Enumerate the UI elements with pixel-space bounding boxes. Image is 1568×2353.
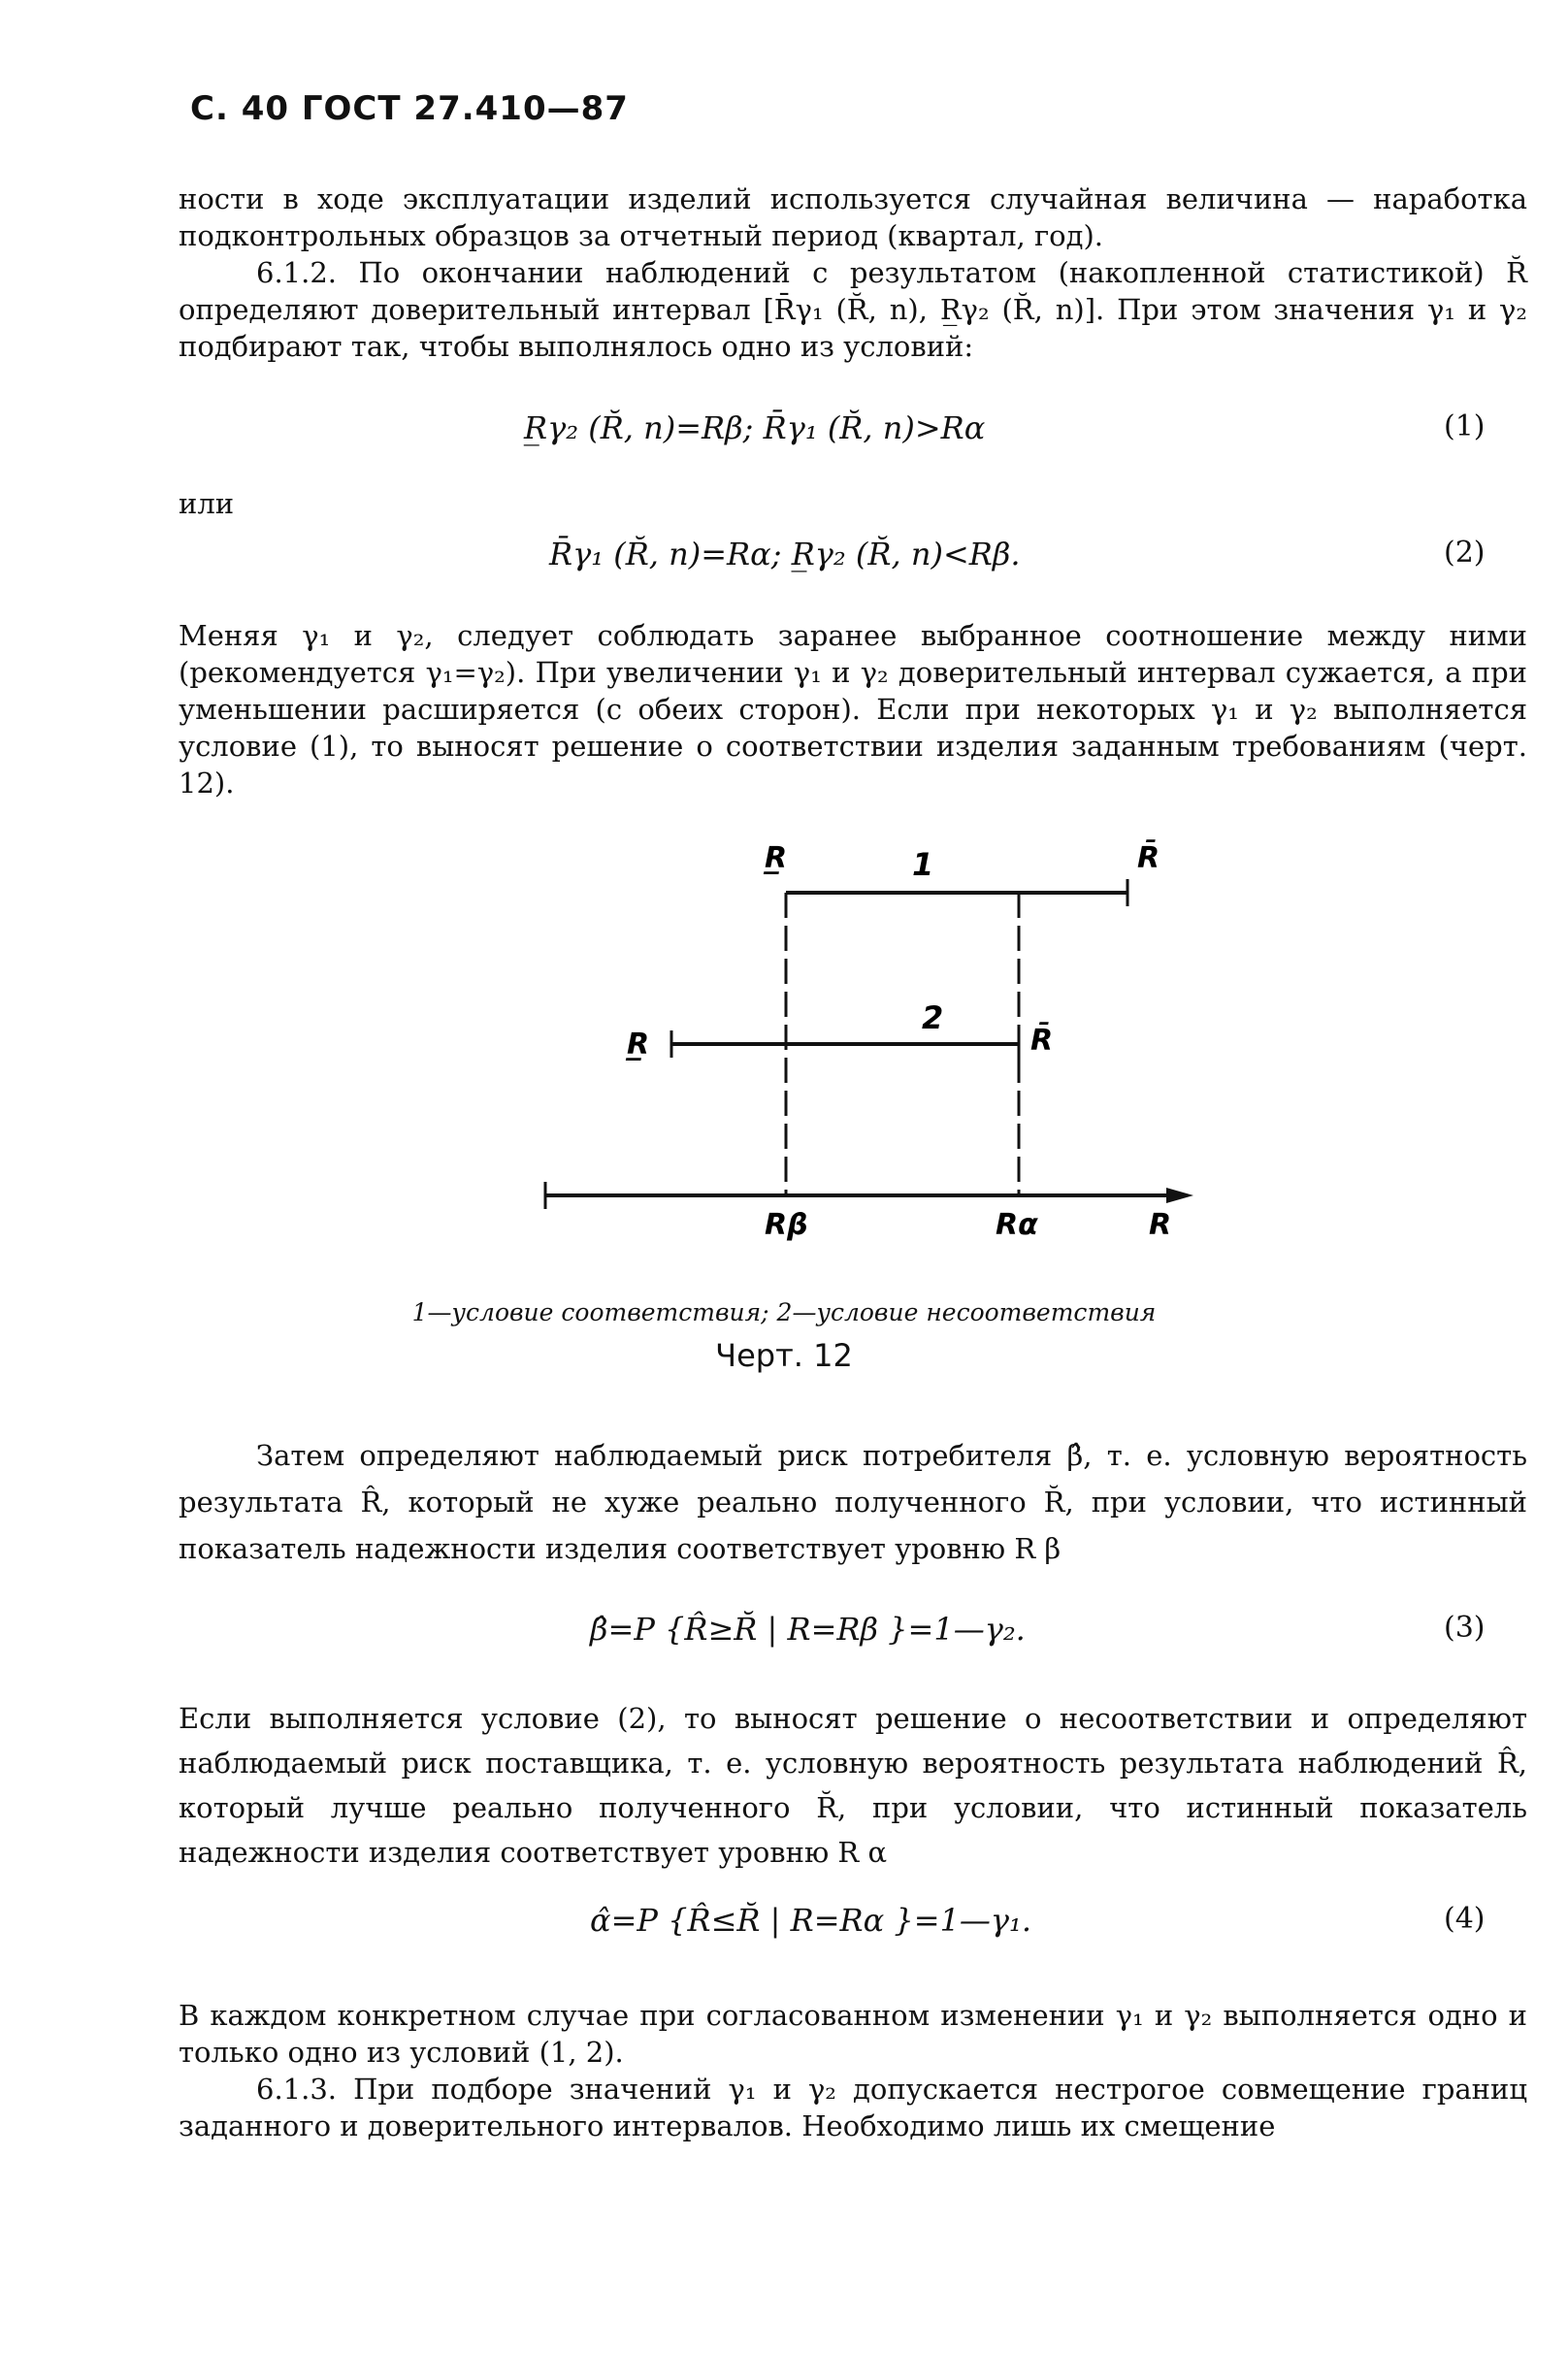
interval-2-left-label: R̲ [627, 1028, 650, 1062]
paragraph-1: ности в ходе эксплуатации изделий используется случайная величина — наработка подконтрольных образцов за отчетный период (квартал, год). [179, 182, 1527, 252]
formula-2-expression: R̄γ₁ (R̆, n)=Rα; R̲γ₂ (R̆, n)<Rβ. [549, 536, 1021, 572]
interval-2-number: 2 [922, 999, 944, 1036]
interval-1-number: 1 [912, 846, 934, 883]
interval-1-right-label: R̄ [1137, 841, 1160, 875]
page-header: С. 40 ГОСТ 27.410—87 [190, 89, 629, 128]
formula-4 [0, 1902, 1568, 1956]
axis-arrow-icon [1166, 1188, 1193, 1203]
formula-1-number: (1) [1444, 409, 1486, 443]
paragraph-6: В каждом конкретном случае при согласованном изменении γ₁ и γ₂ выполняется одно и только одно из условий (1, 2). [179, 1999, 1527, 2069]
paragraph-5: Если выполняется условие (2), то выносят решение о несоответствии и определяют наблюдаемый риск поставщика, т. е. условную вероятность результата наблюдений R̂, который лучше реально полученного R̆, при условии, что истинный показатель надежности изделия соответствует уровню R α [179, 1702, 1527, 1869]
paragraph-3: Меняя γ₁ и γ₂, следует соблюдать заранее выбранное соотношение между ними (рекомендуется γ₁=γ₂). При увеличении γ₁ и γ₂ доверительный интервал сужается, а при уменьшении расширяется (с обеих сторон). Если при некоторых γ₁ и γ₂ выполняется условие (1), то выносят решение о соответствии изделия заданным требованиям (черт. 12). [179, 619, 1527, 800]
figure-caption: 1—условие соответствия; 2—условие несоответствия [411, 1298, 1157, 1326]
chart-12-diagram [524, 834, 1203, 1252]
formula-3-expression: β̂=P {R̂≥R̆ | R=Rβ }=1—γ₂. [590, 1611, 1026, 1648]
r-beta-label: Rβ [765, 1208, 808, 1242]
interval-2-right-label: R̄ [1030, 1024, 1054, 1058]
formula-1 [0, 409, 1568, 464]
paragraph-2: 6.1.2. По окончании наблюдений с результатом (накопленной статистикой) R̆ определяют доверительный интервал [R̄γ₁ (R̆, n), R̲γ₂ (R̆, n)]. При этом значения γ₁ и γ₂ подбирают так, чтобы выполнялось одно из условий: [179, 256, 1527, 363]
formula-2-number: (2) [1444, 536, 1486, 570]
formula-3 [0, 1611, 1568, 1665]
formula-4-number: (4) [1444, 1902, 1486, 1936]
r-alpha-label: Rα [996, 1208, 1038, 1242]
formula-4-expression: α̂=P {R̂≤R̆ | R=Rα }=1—γ₁. [590, 1902, 1032, 1939]
axis-label: R [1149, 1208, 1172, 1242]
figure-title: Черт. 12 [715, 1337, 853, 1374]
paragraph-4: Затем определяют наблюдаемый риск потребителя β̂, т. е. условную вероятность результата R̂, который не хуже реально полученного R̆, при условии, что истинный показатель надежности изделия соответствует уровню R β [179, 1439, 1527, 1565]
formula-3-number: (3) [1444, 1611, 1486, 1645]
or-word: или [179, 487, 235, 520]
interval-1-left-label: R̲ [765, 841, 788, 875]
paragraph-7: 6.1.3. При подборе значений γ₁ и γ₂ допускается нестрогое совмещение границ заданного и доверительного интервалов. Необходимо лишь их смещение [179, 2073, 1527, 2142]
formula-1-expression: R̲γ₂ (R̆, n)=Rβ; R̄γ₁ (R̆, n)>Rα [524, 409, 986, 446]
formula-2 [0, 536, 1568, 590]
